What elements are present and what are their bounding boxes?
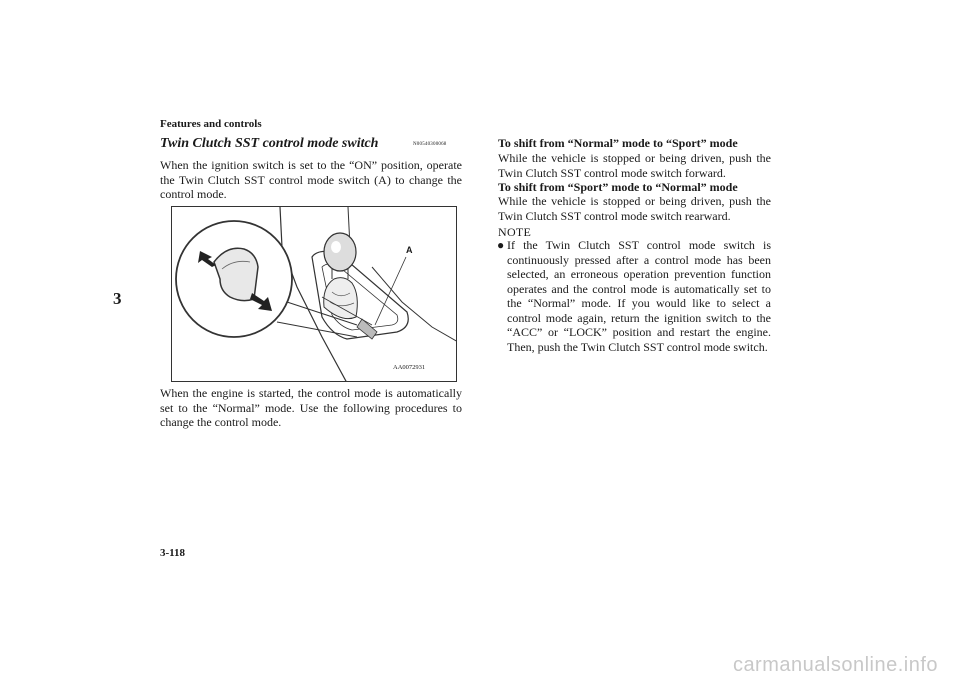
after-figure-paragraph: When the engine is started, the control mode is automatically set to the “Normal” mode. Use the following procedures to change the control mode. bbox=[160, 386, 462, 429]
section-title: Twin Clutch SST control mode switch bbox=[160, 136, 379, 151]
procedure-1-heading: To shift from “Normal” mode to “Sport” mode bbox=[498, 136, 738, 150]
bullet-icon: ● bbox=[497, 238, 505, 252]
running-header: Features and controls bbox=[160, 118, 262, 130]
figure-code: AA0072931 bbox=[393, 364, 426, 371]
section-code: N00540300068 bbox=[413, 142, 447, 147]
note-item bbox=[497, 238, 771, 354]
note-label: NOTE bbox=[498, 225, 532, 239]
intro-paragraph: When the ignition switch is set to the “ON” position, operate the Twin Clutch SST control mode switch (A) to change the control mode. bbox=[160, 158, 462, 201]
figure-label-a: A bbox=[406, 245, 413, 255]
note-text: If the Twin Clutch SST control mode switch is continuously pressed after a control mode has been selected, an erroneous operation prevention function operates and the control mode is automatically set to the “Normal” mode. If you would like to select a control mode again, return the ignition switch to the “ACC” or “LOCK” position and restart the engine. Then, push the Twin Clutch SST control mode switch. bbox=[507, 238, 771, 354]
procedure-2-text: While the vehicle is stopped or being driven, push the Twin Clutch SST control mode switch rearward. bbox=[498, 194, 771, 223]
shifter-illustration bbox=[171, 206, 457, 382]
watermark: carmanualsonline.info bbox=[732, 654, 938, 676]
chapter-tab: 3 bbox=[113, 289, 122, 308]
shifter-drawing bbox=[172, 207, 457, 382]
procedure-2-heading: To shift from “Sport” mode to “Normal” mode bbox=[498, 180, 738, 194]
procedure-1-text: While the vehicle is stopped or being driven, push the Twin Clutch SST control mode switch forward. bbox=[498, 151, 771, 180]
page-number: 3-118 bbox=[160, 547, 186, 559]
